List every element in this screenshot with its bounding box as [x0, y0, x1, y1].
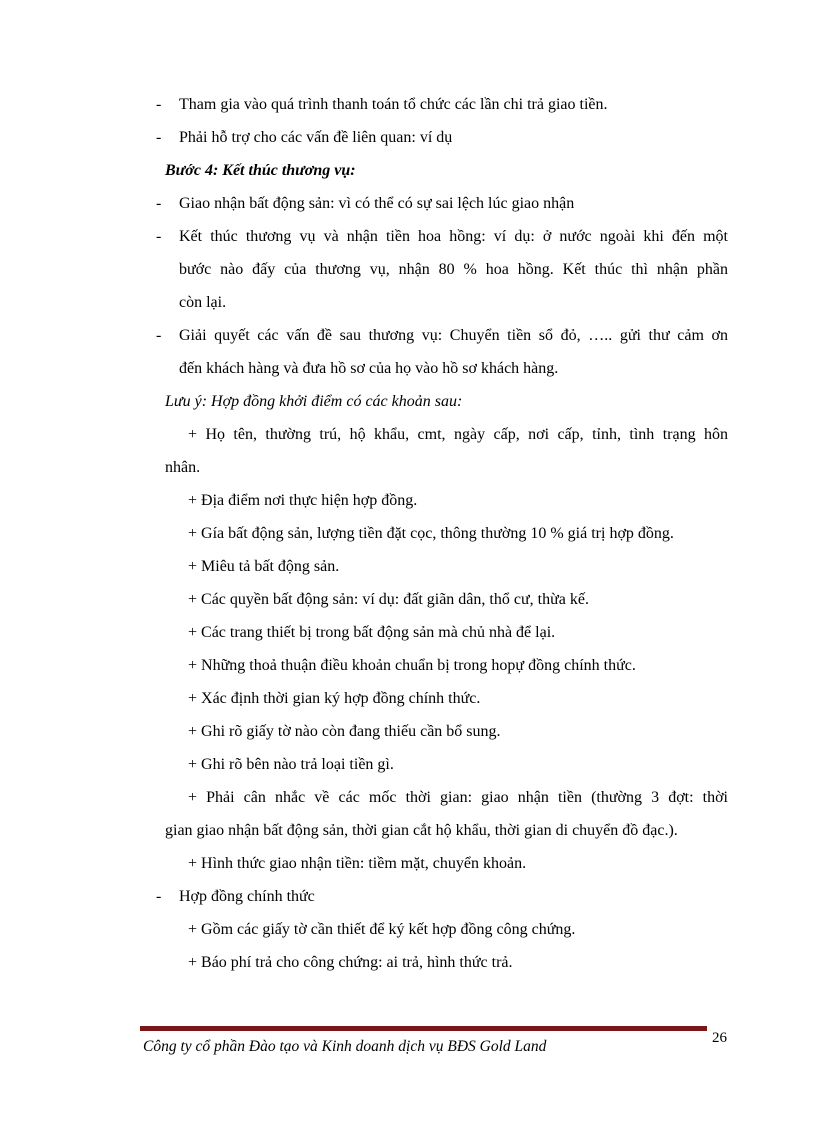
list-item: + Những thoả thuận điều khoản chuẩn bị trong hopự đồng chính thức. [188, 657, 636, 674]
footer-company: Công ty cổ phần Đào tạo và Kinh doanh dịch vụ BĐS Gold Land [143, 1038, 547, 1055]
section-heading: Bước 4: Kết thúc thương vụ: [165, 162, 356, 179]
paragraph-line: bước nào đấy của thương vụ, nhận 80 % hoa hồng. Kết thúc thì nhận phần [179, 261, 728, 278]
list-item: + Miêu tả bất động sản. [188, 558, 340, 575]
bullet-dash: - [156, 96, 162, 113]
list-item: + Hình thức giao nhận tiền: tiềm mặt, chuyển khoản. [188, 855, 527, 872]
list-item: + Các trang thiết bị trong bất động sản mà chủ nhà để lại. [188, 624, 556, 641]
list-item: + Phải cân nhắc về các mốc thời gian: giao nhận tiền (thường 3 đợt: thời [188, 789, 728, 806]
list-item: + Các quyền bất động sản: ví dụ: đất giãn dân, thổ cư, thừa kế. [188, 591, 589, 608]
bullet-dash: - [156, 129, 162, 146]
paragraph-line: Giải quyết các vấn đề sau thương vụ: Chuyển tiền sổ đỏ, ….. gửi thư cảm ơn [179, 327, 728, 344]
paragraph-line: còn lại. [179, 294, 227, 311]
list-item: + Gía bất động sản, lượng tiền đặt cọc, thông thường 10 % giá trị hợp đồng. [188, 525, 674, 542]
bullet-dash: - [156, 327, 162, 344]
list-item: + Báo phí trả cho công chứng: ai trả, hình thức trả. [188, 954, 513, 971]
footer-divider [140, 1026, 707, 1031]
list-item: + Ghi rõ bên nào trả loại tiền gì. [188, 756, 394, 773]
bullet-dash: - [156, 195, 162, 212]
list-item: + Họ tên, thường trú, hộ khẩu, cmt, ngày cấp, nơi cấp, tỉnh, tình trạng hôn [188, 426, 728, 443]
list-item: nhân. [165, 459, 201, 476]
paragraph-line: đến khách hàng và đưa hồ sơ của họ vào hồ sơ khách hàng. [179, 360, 559, 377]
page-number: 26 [712, 1030, 727, 1046]
bullet-dash: - [156, 228, 162, 245]
list-item: gian giao nhận bất động sản, thời gian cắt hộ khẩu, thời gian di chuyển đồ đạc.). [165, 822, 678, 839]
list-item: + Gồm các giấy tờ cần thiết để ký kết hợp đồng công chứng. [188, 921, 576, 938]
list-item: + Xác định thời gian ký hợp đồng chính thức. [188, 690, 481, 707]
paragraph-line: Giao nhận bất động sản: vì có thể có sự sai lệch lúc giao nhận [179, 195, 575, 212]
paragraph-line: Phải hỗ trợ cho các vấn đề liên quan: ví dụ [179, 129, 453, 146]
list-item: + Địa điểm nơi thực hiện hợp đồng. [188, 492, 418, 509]
note-heading: Lưu ý: Hợp đồng khởi điểm có các khoản sau: [165, 393, 463, 410]
paragraph-line: Kết thúc thương vụ và nhận tiền hoa hồng: ví dụ: ở nước ngoài khi đến một [179, 228, 728, 245]
paragraph-line: Hợp đồng chính thức [179, 888, 315, 905]
bullet-dash: - [156, 888, 162, 905]
list-item: + Ghi rõ giấy tờ nào còn đang thiếu cần bổ sung. [188, 723, 501, 740]
paragraph-line: Tham gia vào quá trình thanh toán tổ chức các lần chi trả giao tiền. [179, 96, 608, 113]
